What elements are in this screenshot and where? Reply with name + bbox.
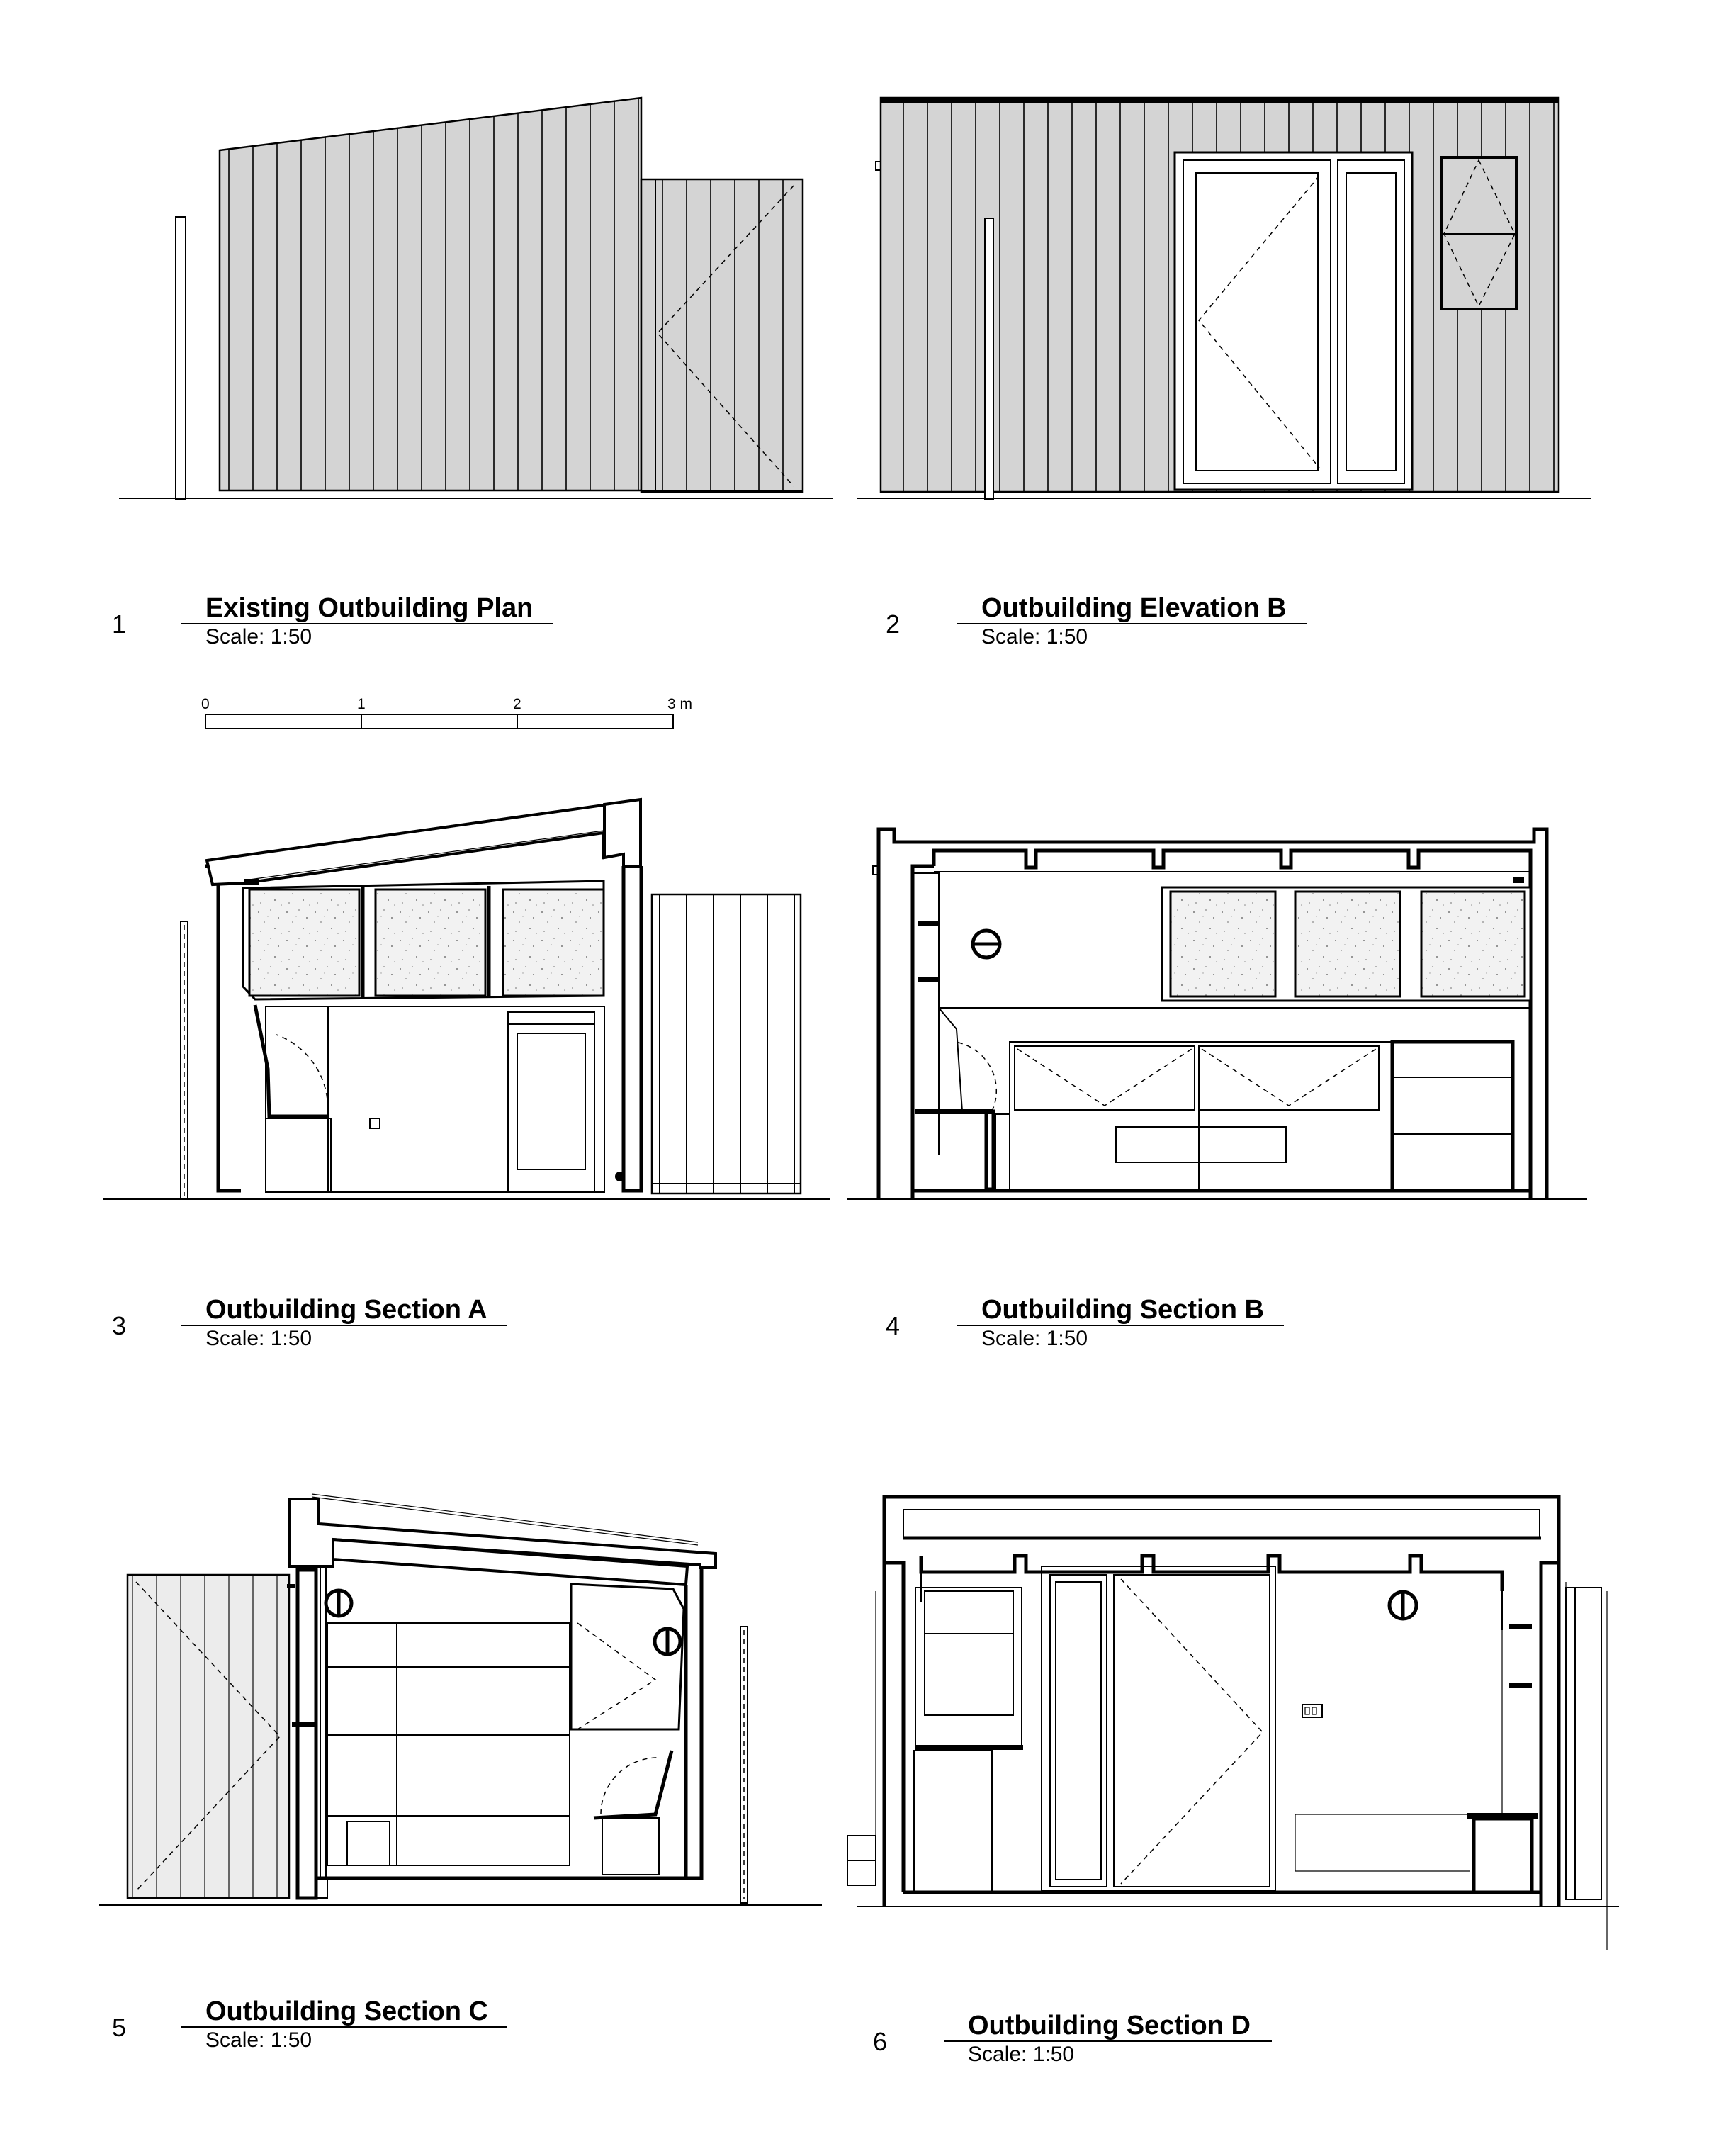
view-number: 2: [886, 610, 901, 639]
scale-bar-tick-0: 0: [201, 696, 210, 712]
view-number: 1: [112, 610, 127, 639]
view-number: 4: [886, 1311, 901, 1340]
view-scale: Scale: 1:50: [205, 2028, 312, 2052]
scale-bar-tick-1: 1: [357, 696, 366, 712]
view-title: Existing Outbuilding Plan: [205, 593, 534, 623]
view-title: Outbuilding Elevation B: [981, 593, 1287, 623]
view-6-drawing: [847, 1497, 1619, 1950]
view-number: 6: [873, 2027, 888, 2056]
view-scale: Scale: 1:50: [205, 1327, 312, 1350]
view-5-drawing: [99, 1494, 822, 1905]
view-label-2: [886, 593, 1307, 649]
view-4-drawing: [847, 829, 1587, 1199]
view-label-6: [873, 2011, 1272, 2066]
view-title: Outbuilding Section C: [205, 1997, 488, 2026]
view-label-4: [886, 1295, 1284, 1350]
scale-bar-tick-3: 3 m: [667, 696, 693, 712]
view-number: 5: [112, 2013, 127, 2042]
view-number: 3: [112, 1311, 127, 1340]
view-label-5: [112, 1997, 507, 2052]
view-label-1: [112, 593, 553, 649]
view-title: Outbuilding Section B: [981, 1295, 1264, 1325]
view-scale: Scale: 1:50: [968, 2043, 1075, 2066]
view-2-drawing: [857, 98, 1591, 499]
view-label-3: [112, 1295, 507, 1350]
scale-bar: [201, 696, 692, 729]
view-title: Outbuilding Section A: [205, 1295, 487, 1325]
scale-bar-tick-2: 2: [513, 696, 521, 712]
view-3-drawing: [103, 799, 830, 1199]
view-scale: Scale: 1:50: [981, 625, 1088, 649]
view-scale: Scale: 1:50: [205, 625, 312, 649]
view-1-drawing: [119, 98, 833, 499]
view-title: Outbuilding Section D: [968, 2011, 1251, 2040]
view-scale: Scale: 1:50: [981, 1327, 1088, 1350]
